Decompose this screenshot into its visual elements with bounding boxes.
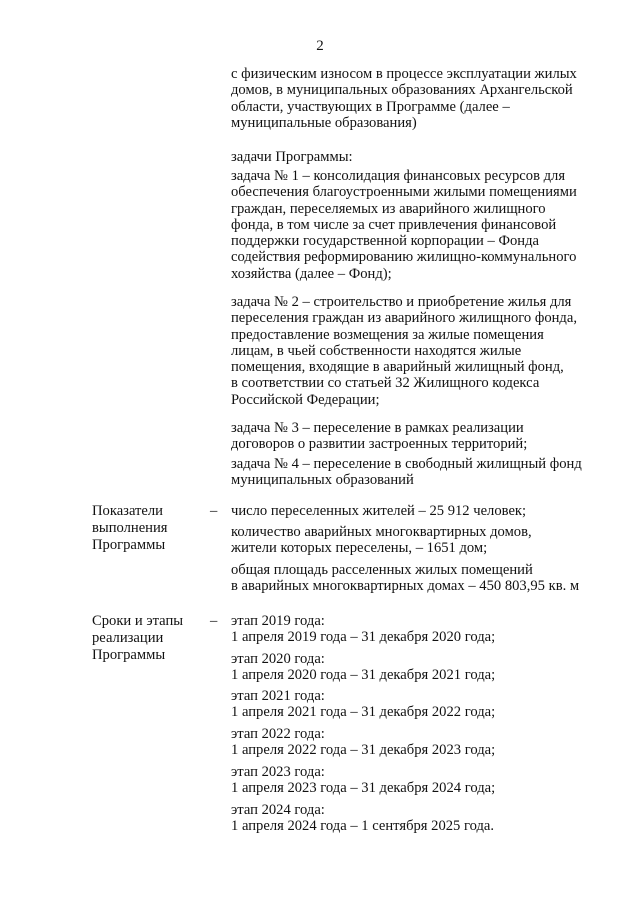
stage-item-2024 [231, 802, 603, 835]
text-line: поддержки государственной корпорации – Фонда [231, 233, 539, 250]
text-line: муниципальные образования) [231, 114, 417, 131]
page-number: 2 [316, 38, 324, 54]
text-line: общая площадь расселенных жилых помещений [231, 562, 533, 578]
text-line: в соответствии со статьей 32 Жилищного кодекса [231, 375, 540, 392]
text-line: 1 апреля 2020 года – 31 декабря 2021 года; [231, 667, 496, 684]
text-line: 1 апреля 2024 года – 1 сентября 2025 года. [231, 818, 495, 835]
indicator-item-3 [231, 562, 603, 595]
indicators-dash: – [210, 503, 218, 519]
text-line: обеспечения благоустроенными жилыми помещениями [231, 184, 577, 201]
text-line: этап 2020 года: [231, 651, 325, 667]
text-line: этап 2022 года: [231, 726, 325, 742]
text-line: 1 апреля 2022 года – 31 декабря 2023 года; [231, 742, 496, 759]
text-line: Программы [92, 537, 166, 553]
text-line: Сроки и этапы [92, 613, 184, 629]
stage-item-2020 [231, 651, 603, 684]
text-line: жители которых переселены, – 1651 дом; [231, 540, 488, 557]
text-line: области, участвующих в Программе (далее – [231, 98, 510, 115]
text-line: Программы [92, 647, 166, 663]
text-line: хозяйства (далее – Фонд); [231, 265, 392, 282]
indicators-label [92, 503, 204, 554]
text-line: Показатели [92, 503, 163, 519]
text-line: задача № 4 – переселение в свободный жилищный фонд [231, 456, 582, 472]
text-line: число переселенных жителей – 25 912 человек; [231, 503, 527, 519]
text-line: переселения граждан из аварийного жилищного фонда, [231, 310, 577, 327]
text-line: 1 апреля 2019 года – 31 декабря 2020 года; [231, 629, 496, 646]
text-line: 1 апреля 2023 года – 31 декабря 2024 года; [231, 780, 496, 797]
text-line: количество аварийных многоквартирных домов, [231, 524, 532, 540]
text-line: граждан, переселяемых из аварийного жилищного [231, 200, 546, 217]
text-line: выполнения [92, 520, 168, 536]
stages-label [92, 613, 204, 664]
text-line: договоров о развитии застроенных территорий; [231, 436, 528, 453]
task-3 [231, 420, 603, 453]
text-line: задача № 3 – переселение в рамках реализации [231, 420, 524, 436]
text-line: предоставление возмещения за жилые помещения [231, 326, 544, 343]
text-line: этап 2021 года: [231, 688, 325, 704]
text-line: муниципальных образований [231, 472, 414, 489]
text-line: этап 2023 года: [231, 764, 325, 780]
stage-item-2019 [231, 613, 603, 646]
text-line: домов, в муниципальных образованиях Архангельской [231, 82, 573, 99]
text-line: Российской Федерации; [231, 391, 380, 408]
text-line: содействия реформированию жилищно-коммунального [231, 249, 577, 266]
text-line: задача № 2 – строительство и приобретение жилья для [231, 294, 572, 310]
text-line: этап 2019 года: [231, 613, 325, 629]
text-line: 1 апреля 2021 года – 31 декабря 2022 года; [231, 704, 496, 721]
stage-item-2021 [231, 688, 603, 721]
task-2 [231, 294, 603, 408]
task-1 [231, 168, 603, 282]
tasks-heading [231, 149, 603, 165]
task-4 [231, 456, 603, 489]
text-line: реализации [92, 630, 164, 646]
text-line: в аварийных многоквартирных домах – 450 803,95 кв. м [231, 578, 580, 595]
stage-item-2022 [231, 726, 603, 759]
text-line: лицам, в чьей собственности находятся жилые [231, 342, 522, 359]
text-line: помещения, входящие в аварийный жилищный фонд, [231, 359, 564, 376]
intro-paragraph [231, 66, 603, 131]
indicator-item-2 [231, 524, 603, 557]
text-line: этап 2024 года: [231, 802, 325, 818]
text-line: задача № 1 – консолидация финансовых ресурсов для [231, 168, 566, 184]
indicator-item-1 [231, 503, 603, 519]
stage-item-2023 [231, 764, 603, 797]
stages-dash: – [210, 613, 218, 629]
text-line: задачи Программы: [231, 149, 353, 165]
text-line: с физическим износом в процессе эксплуатации жилых [231, 66, 577, 82]
text-line: фонда, в том числе за счет привлечения финансовой [231, 216, 557, 233]
